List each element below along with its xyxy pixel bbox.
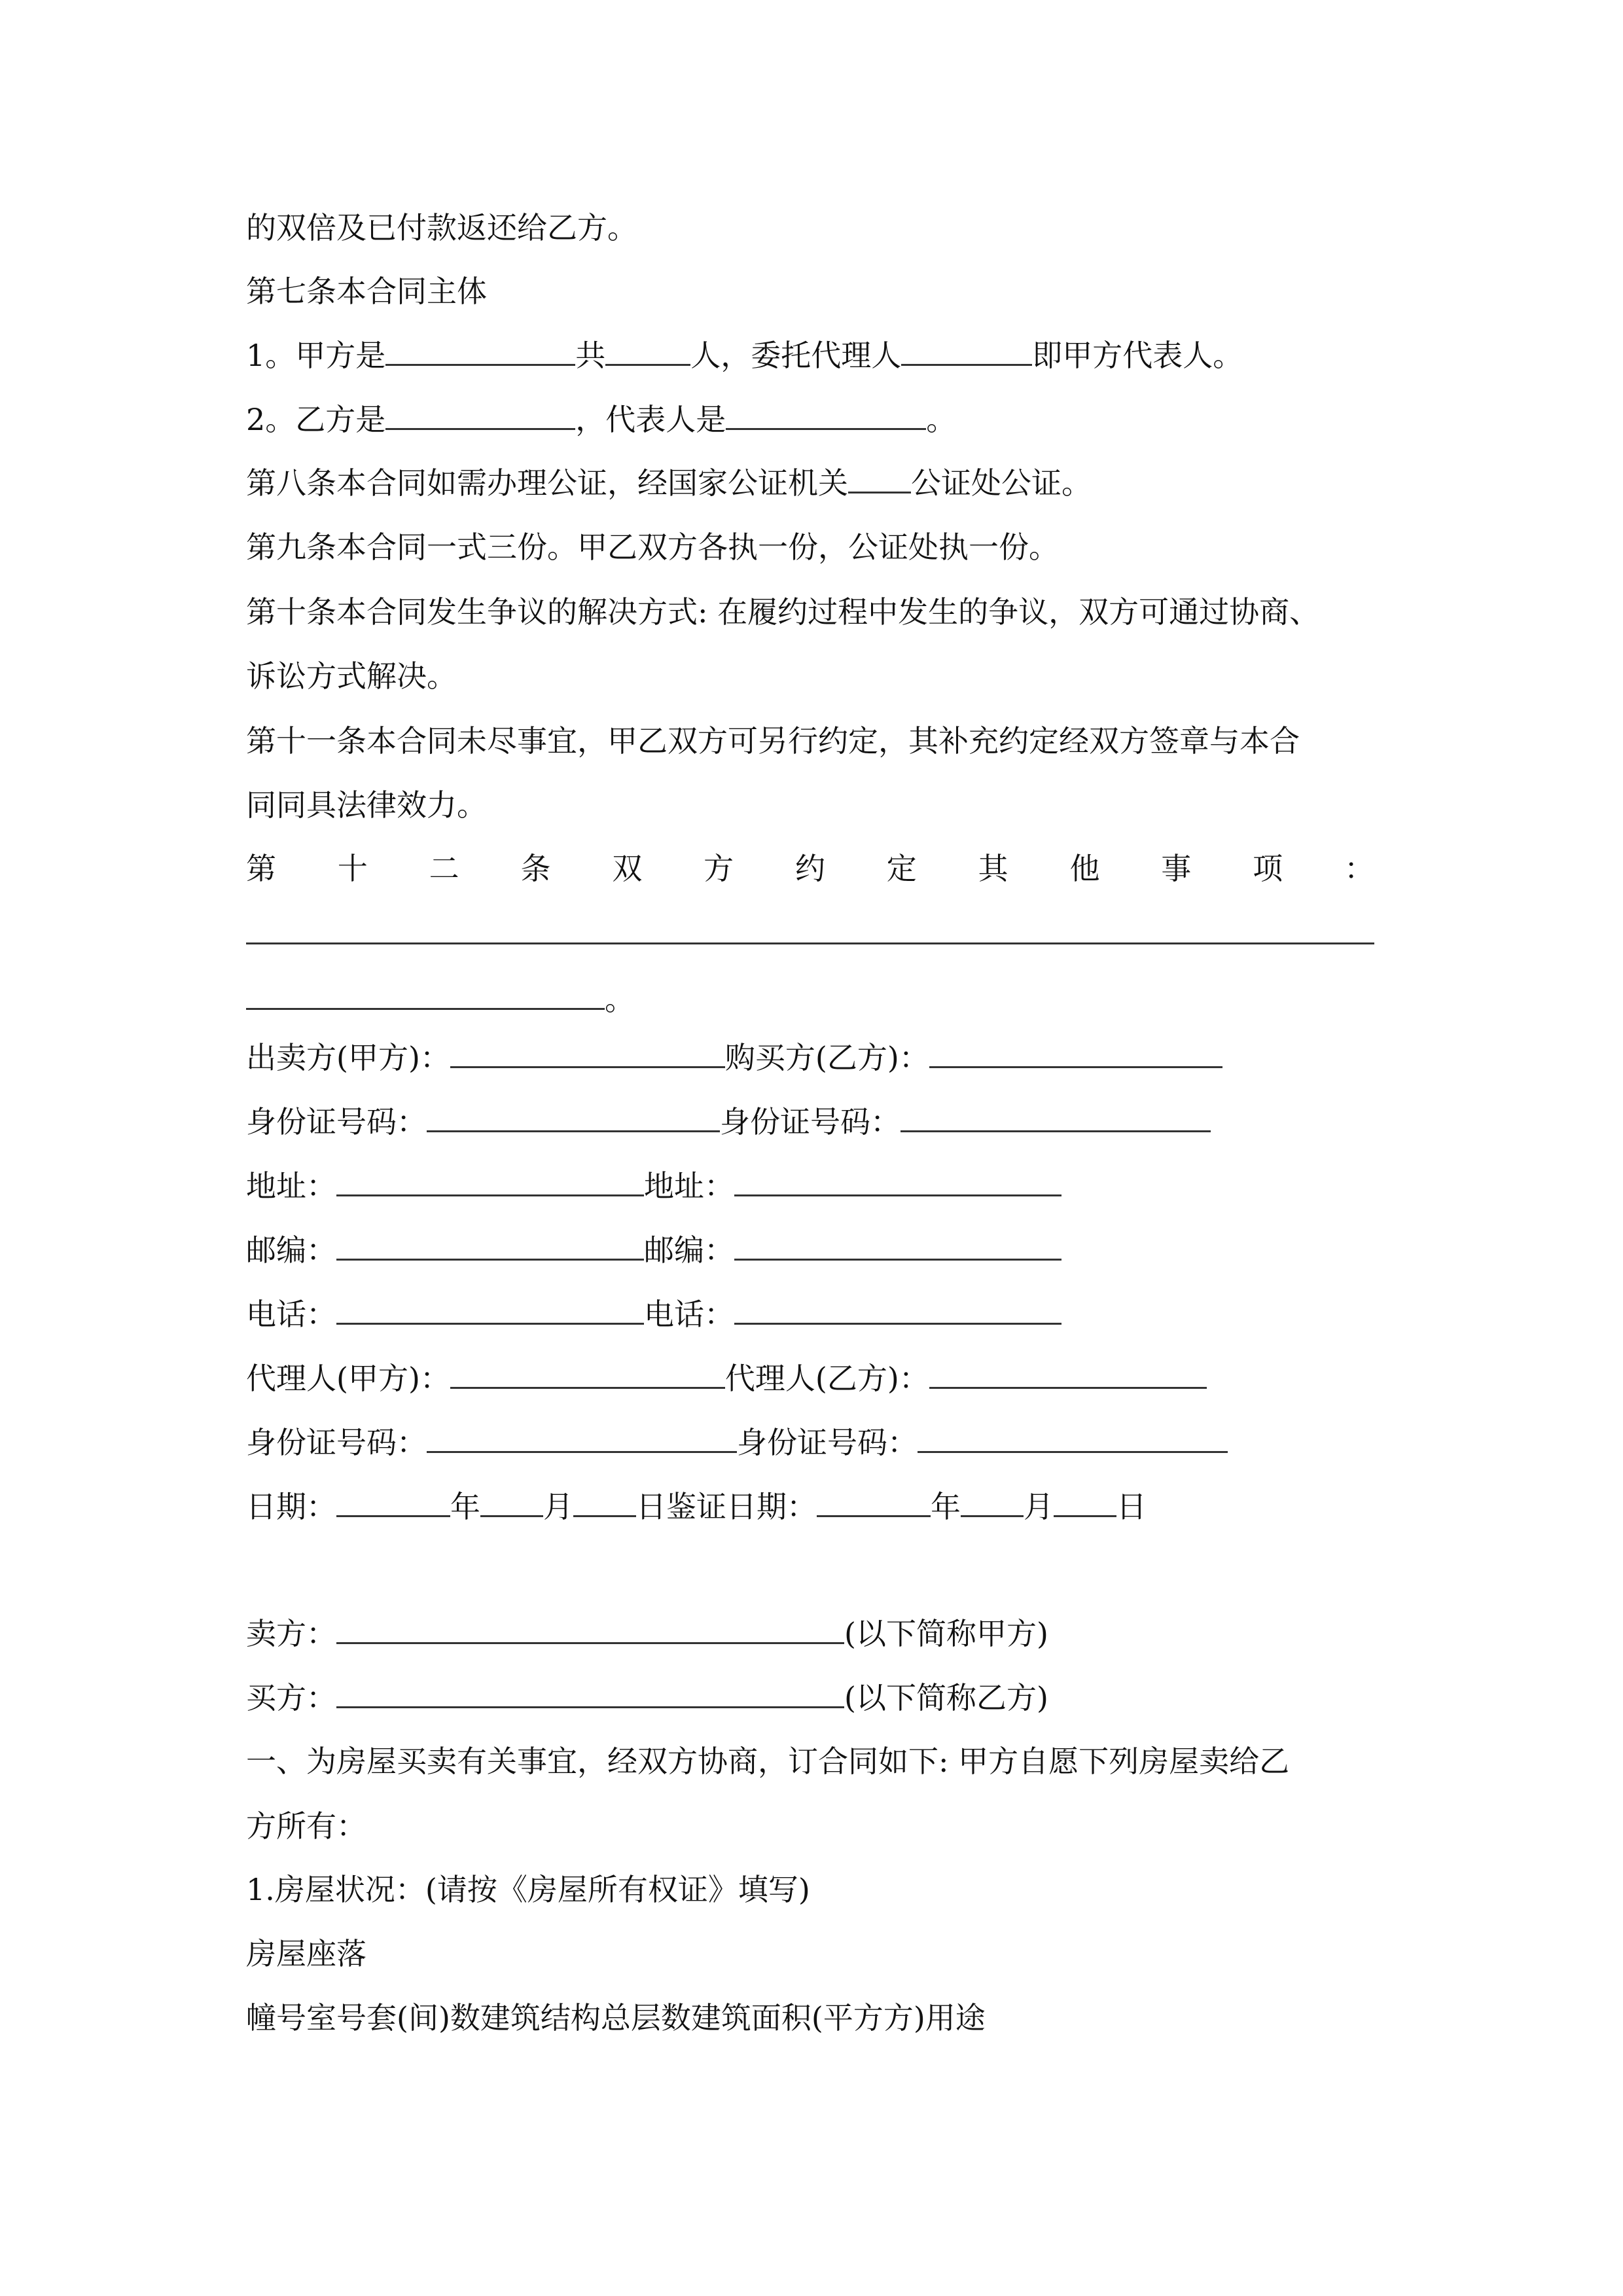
article-7-item-2: 2。乙方是 ，代表人是 。	[246, 399, 956, 439]
verify-year-blank[interactable]	[817, 1486, 931, 1517]
seller-blank[interactable]	[336, 1613, 844, 1644]
postcode-row: 邮编： 邮编：	[246, 1230, 1061, 1269]
intro-line-1: 一、为房屋买卖有关事宜，经双方协商，订合同如下: 甲方自愿下列房屋卖给乙	[246, 1744, 1290, 1779]
buyer-phone-blank[interactable]	[734, 1294, 1061, 1325]
seller-buyer-row: 出卖方(甲方)： 购买方(乙方)：	[246, 1037, 1222, 1077]
house-status: 1.房屋状况：(请按《房屋所有权证》填写)	[246, 1872, 810, 1907]
seller-id-blank[interactable]	[427, 1102, 720, 1132]
article-10-line-2: 诉讼方式解决。	[246, 658, 457, 694]
buyer-name-blank[interactable]	[929, 1037, 1222, 1068]
agent-a-id-blank[interactable]	[427, 1422, 737, 1453]
buyer-postcode-blank[interactable]	[734, 1230, 1061, 1261]
notary-blank[interactable]	[848, 463, 911, 493]
verify-month-blank[interactable]	[961, 1486, 1024, 1517]
buyer-id-blank[interactable]	[901, 1102, 1211, 1132]
continued-text: 的双倍及已付款返还给乙方。	[246, 210, 637, 245]
article-7-item-1: 1。甲方是 共 人，委托代理人 即甲方代表人。	[246, 335, 1243, 374]
article-10-line-1: 第十条本合同发生争议的解决方式: 在履约过程中发生的争议，双方可通过协商、	[246, 594, 1320, 630]
party-a-agent-blank[interactable]	[901, 335, 1032, 366]
verify-day-blank[interactable]	[1054, 1486, 1116, 1517]
article-8: 第八条本合同如需办理公证，经国家公证机关 公证处公证。	[246, 463, 1092, 502]
agent-b-id-blank[interactable]	[918, 1422, 1228, 1453]
seller-line: 卖方： (以下简称甲方)	[246, 1613, 1048, 1653]
article-12-blank-line-2: 。	[246, 979, 635, 1018]
buyer-blank[interactable]	[336, 1677, 844, 1708]
article-12-blank-line-1[interactable]	[246, 942, 1374, 944]
seller-postcode-blank[interactable]	[336, 1230, 644, 1261]
party-b-representative-blank[interactable]	[726, 399, 926, 430]
party-a-name-blank[interactable]	[385, 335, 575, 366]
seller-name-blank[interactable]	[450, 1037, 725, 1068]
date-month-blank[interactable]	[480, 1486, 543, 1517]
article-12-title: 第 十 二 条 双 方 约 定 其 他 事 项 ：	[246, 851, 1374, 886]
agent-b-blank[interactable]	[929, 1358, 1207, 1389]
article-7-title: 第七条本合同主体	[246, 274, 487, 309]
buyer-address-blank[interactable]	[734, 1166, 1061, 1196]
agent-a-blank[interactable]	[450, 1358, 725, 1389]
party-b-name-blank[interactable]	[385, 399, 575, 430]
seller-phone-blank[interactable]	[336, 1294, 644, 1325]
buyer-line: 买方： (以下简称乙方)	[246, 1677, 1048, 1717]
date-day-blank[interactable]	[573, 1486, 636, 1517]
agent-row: 代理人(甲方)： 代理人(乙方)：	[246, 1358, 1207, 1397]
seller-address-blank[interactable]	[336, 1166, 644, 1196]
intro-line-2: 方所有：	[246, 1808, 366, 1844]
house-table-header: 幢号室号套(间)数建筑结构总层数建筑面积(平方方)用途	[246, 2000, 986, 2036]
article-11-line-1: 第十一条本合同未尽事宜，甲乙双方可另行约定，其补充约定经双方签章与本合	[246, 723, 1300, 759]
date-year-blank[interactable]	[336, 1486, 450, 1517]
agent-id-row: 身份证号码： 身份证号码：	[246, 1422, 1228, 1462]
party-a-count-blank[interactable]	[605, 335, 690, 366]
id-number-row: 身份证号码： 身份证号码：	[246, 1102, 1211, 1141]
article-11-line-2: 同同具法律效力。	[246, 787, 487, 823]
article-12-blank-2[interactable]	[246, 979, 605, 1010]
address-row: 地址： 地址：	[246, 1166, 1061, 1205]
date-row: 日期： 年 月 日鉴证日期： 年 月 日	[246, 1486, 1147, 1526]
phone-row: 电话： 电话：	[246, 1294, 1061, 1333]
article-9: 第九条本合同一式三份。甲乙双方各执一份，公证处执一份。	[246, 529, 1059, 565]
house-location: 房屋座落	[246, 1936, 366, 1971]
